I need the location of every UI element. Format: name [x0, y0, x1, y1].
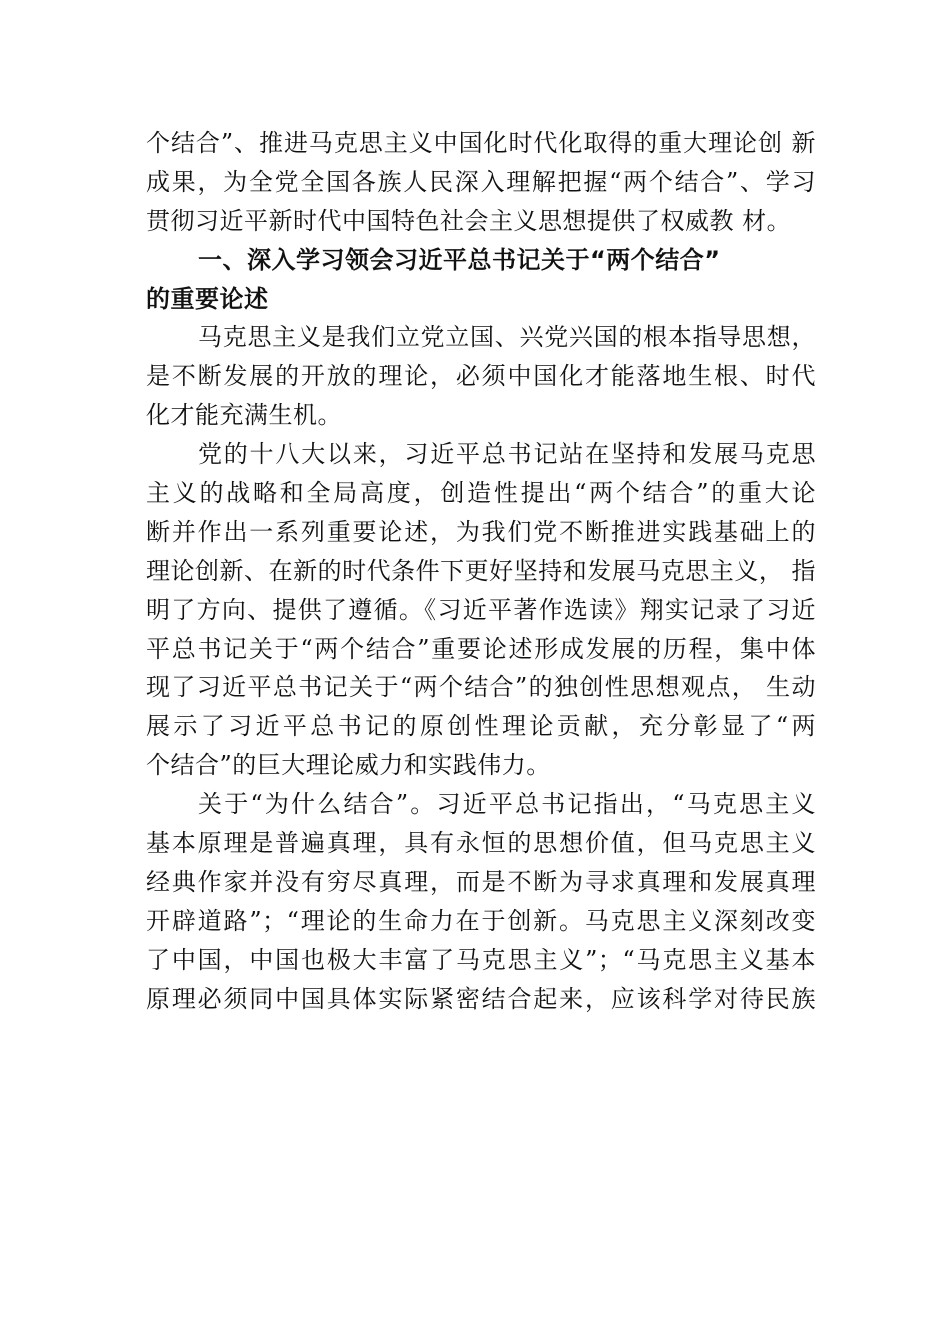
text-line: 断并作出一系列重要论述，为我们党不断推进实践基础上的 [146, 517, 816, 546]
text-line: 个结合”的巨大理论威力和实践伟力。 [146, 751, 551, 780]
text-line: 主义的战略和全局高度，创造性提出“两个结合”的重大论 [146, 479, 816, 508]
text-line: 明了方向、提供了遵循。《习近平著作选读》翔实记录了习近 [146, 595, 816, 624]
text-line: 关于“为什么结合”。习近平总书记指出，“马克思主义 [198, 790, 816, 819]
text-line: 贯彻习近平新时代中国特色社会主义思想提供了权威教 材。 [146, 206, 792, 235]
text-line: 开辟道路”；“理论的生命力在于创新。马克思主义深刻改变 [146, 906, 816, 935]
text-line: 展示了习近平总书记的原创性理论贡献，充分彰显了“两 [146, 712, 816, 741]
section-heading-line-1: 一、深入学习领会习近平总书记关于“两个结合” [198, 245, 721, 274]
text-line: 现了习近平总书记关于“两个结合”的独创性思想观点， 生动 [146, 673, 816, 702]
text-line: 党的十八大以来，习近平总书记站在坚持和发展马克思 [198, 440, 816, 469]
text-line: 个结合”、推进马克思主义中国化时代化取得的重大理论创 新 [146, 129, 816, 157]
text-line: 了中国，中国也极大丰富了马克思主义”；“马克思主义基本 [146, 945, 816, 974]
section-heading-line-2: 的重要论述 [146, 284, 269, 313]
text-line: 成果，为全党全国各族人民深入理解把握“两个结合”、学习 [146, 167, 816, 196]
text-line: 基本原理是普遍真理，具有永恒的思想价值，但马克思主义 [146, 829, 816, 858]
text-line: 化才能充满生机。 [146, 401, 342, 430]
text-line: 理论创新、在新的时代条件下更好坚持和发展马克思主义， 指 [146, 556, 816, 585]
text-line: 平总书记关于“两个结合”重要论述形成发展的历程，集中体 [146, 634, 816, 663]
text-line: 原理必须同中国具体实际紧密结合起来，应该科学对待民族 [146, 984, 816, 1013]
text-line: 经典作家并没有穷尽真理，而是不断为寻求真理和发展真理 [146, 867, 816, 896]
document-body [146, 124, 816, 1018]
text-line: 是不断发展的开放的理论，必须中国化才能落地生根、时代 [146, 362, 816, 391]
text-line: 马克思主义是我们立党立国、兴党兴国的根本指导思想， [198, 323, 816, 352]
